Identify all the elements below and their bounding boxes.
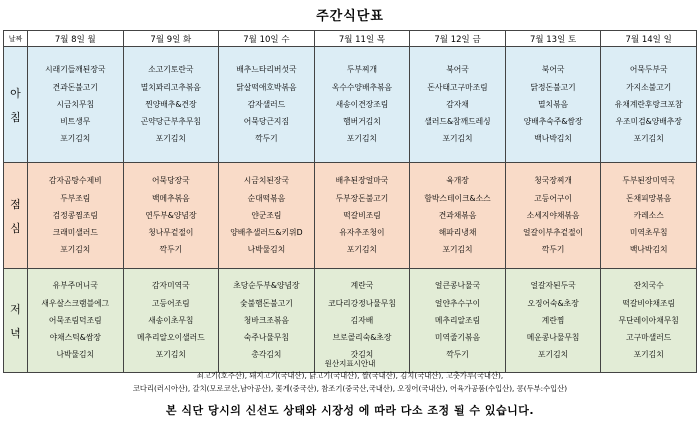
menu-item: 깍두기 (255, 134, 278, 144)
meal-label-char: 녁 (10, 326, 21, 340)
menu-item: 어묵당근지짐 (243, 117, 289, 127)
menu-item: 나박물김치 (247, 245, 286, 255)
menu-item: 곤약당근부추무침 (140, 117, 201, 127)
menu-item: 오징어숙&초장 (527, 298, 579, 308)
menu-item: 얼얀추수구이 (434, 298, 481, 308)
meal-label-char: 아 (10, 86, 21, 100)
menu-cell (410, 47, 506, 163)
menu-cell (123, 47, 219, 163)
menu-item: 견과채볶음 (438, 210, 477, 220)
meal-label-char: 점 (10, 197, 21, 211)
menu-item: 시래기들깨된장국 (45, 65, 106, 75)
menu-item: 얼큰콩나물국 (434, 281, 481, 291)
menu-item: 미역초무침 (629, 228, 668, 238)
menu-item: 유채계란후랑크포참 (614, 99, 683, 109)
menu-item: 견과돈불고기 (52, 82, 98, 92)
weekly-menu-table (3, 30, 697, 373)
meal-label-char: 심 (10, 221, 21, 235)
meal-label-breakfast (4, 47, 28, 163)
menu-item: 시금치무침 (56, 99, 95, 109)
menu-item: 나박물김치 (56, 350, 95, 360)
day-header: 7월 12일 금 (410, 31, 506, 47)
menu-item: 두부조림 (60, 193, 91, 203)
day-header: 7월 10일 수 (219, 31, 315, 47)
menu-item: 브로콜리숙&초장 (332, 333, 392, 343)
menu-item: 어묵두부국 (629, 65, 668, 75)
menu-item: 청나무겉절이 (148, 228, 194, 238)
menu-item: 포기김치 (346, 245, 378, 255)
menu-item: 떡갈비야채조림 (622, 298, 676, 308)
menu-item: 가지소불고기 (626, 82, 672, 92)
menu-item: 유자추조청이 (339, 228, 385, 238)
menu-item: 어묵당장국 (152, 176, 190, 186)
menu-item: 메추리알조림 (434, 315, 481, 325)
menu-item: 샐러드&참깨드레싱 (424, 117, 491, 127)
menu-item: 깍두기 (159, 245, 183, 255)
menu-item: 닭정돈불고기 (530, 82, 576, 92)
menu-item: 돈사태고구마조림 (427, 82, 488, 92)
menu-cell (601, 47, 697, 163)
menu-item: 우조미검&양배추장 (615, 117, 682, 127)
menu-item: 포기김치 (60, 134, 91, 144)
menu-cell (123, 163, 219, 269)
meal-label-lunch (4, 163, 28, 269)
menu-item: 잔치국수 (633, 281, 664, 291)
menu-item: 초당순두부&양념장 (233, 281, 300, 291)
menu-item: 감자미역국 (152, 281, 190, 291)
menu-item: 새송이초무침 (148, 315, 194, 325)
menu-cell (314, 47, 410, 163)
menu-item: 찐양배추&견장 (145, 99, 197, 109)
menu-cell (314, 163, 410, 269)
menu-item: 깍두기 (446, 350, 469, 360)
menu-item: 포기김치 (155, 350, 186, 360)
menu-cell (219, 47, 315, 163)
menu-item: 멸치꽈리고추볶음 (140, 82, 201, 92)
menu-item: 계란국 (350, 281, 374, 291)
menu-item: 새우살스크램블에그 (41, 298, 110, 308)
menu-item: 숙주나물무침 (243, 333, 289, 343)
menu-item: 포기김치 (538, 350, 569, 360)
menu-item: 배추느타리버섯국 (236, 65, 297, 75)
day-header: 7월 9일 화 (123, 31, 219, 47)
meal-label-char: 저 (10, 302, 21, 316)
menu-item: 야채스틱&쌈장 (49, 333, 101, 343)
menu-cell (505, 47, 601, 163)
menu-item: 얀군조림 (251, 210, 282, 220)
menu-item: 감자곰탕수제비 (48, 176, 102, 186)
menu-item: 소고기토란국 (148, 65, 194, 75)
menu-item: 김자배 (350, 315, 374, 325)
menu-item: 청바크조볶음 (243, 315, 289, 325)
menu-item: 새송이견장조림 (335, 99, 389, 109)
day-header: 7월 8일 월 (28, 31, 124, 47)
menu-item: 백메추볶음 (152, 193, 190, 203)
menu-item: 연두부&양념장 (145, 210, 197, 220)
menu-item: 포기김치 (633, 350, 664, 360)
menu-item: 떡갈비조림 (343, 210, 381, 220)
menu-item: 갓김치 (350, 350, 374, 360)
menu-item: 검정콩찜조림 (52, 210, 98, 220)
menu-item: 포기김치 (60, 245, 91, 255)
menu-item: 미역줄기볶음 (434, 333, 481, 343)
menu-item: 북어국 (446, 65, 469, 75)
menu-item: 해파리냉채 (438, 228, 477, 238)
menu-item: 숯불햄돈불고기 (240, 298, 293, 308)
menu-item: 고구마샐러드 (626, 333, 672, 343)
adjustment-notice: 본 식단 당시의 신선도 상태와 시장성 에 따라 다소 조정 될 수 있습니다. (165, 404, 535, 417)
menu-item: 유부주머니국 (52, 281, 98, 291)
menu-item: 포기김치 (442, 134, 473, 144)
menu-item: 함박스테이크&소스 (424, 193, 491, 203)
menu-item: 포기김치 (442, 245, 473, 255)
menu-item: 얼갈자된두국 (530, 281, 576, 291)
menu-item: 감자채 (446, 99, 469, 109)
menu-item: 메추리알오이샐러드 (136, 333, 205, 343)
menu-item: 포기김치 (633, 134, 664, 144)
menu-item: 순대떡볶음 (247, 193, 286, 203)
meal-label-char: 침 (10, 110, 21, 124)
day-header: 7월 13일 토 (505, 31, 601, 47)
menu-item: 무단레이아채무침 (618, 315, 679, 325)
menu-item: 옥수수양배추볶음 (331, 82, 393, 92)
menu-item: 메운콩나물무침 (526, 333, 580, 343)
menu-item: 돈채피망볶음 (626, 193, 672, 203)
menu-item: 두부찌개 (346, 65, 378, 75)
menu-item: 크래미샐러드 (52, 228, 98, 238)
menu-item: 포기김치 (346, 134, 378, 144)
menu-item: 육개장 (446, 176, 469, 186)
menu-cell (601, 163, 697, 269)
menu-item: 계란찜 (541, 315, 565, 325)
menu-item: 멸치볶음 (538, 99, 569, 109)
menu-item: 닭살떡애호박볶음 (236, 82, 297, 92)
menu-item: 북어국 (541, 65, 565, 75)
menu-item: 백나박김치 (629, 245, 668, 255)
menu-cell (28, 163, 124, 269)
day-header: 7월 11일 목 (314, 31, 410, 47)
corner-label: 날짜 (4, 31, 28, 47)
menu-item: 백나박김치 (534, 134, 572, 144)
menu-item: 총각김치 (251, 350, 282, 360)
day-header: 7월 14일 일 (601, 31, 697, 47)
lunch-row (4, 163, 697, 269)
menu-item: 시금치된장국 (243, 176, 289, 186)
menu-cell (410, 163, 506, 269)
menu-item: 고등어구이 (534, 193, 572, 203)
menu-item: 감자샐러드 (247, 99, 286, 109)
menu-cell (505, 163, 601, 269)
menu-item: 소세지야채볶음 (526, 210, 580, 220)
menu-item: 코다리강정나물무침 (328, 298, 396, 308)
menu-item: 배추된장얼마국 (335, 176, 389, 186)
origin-title: 원산지표시안내 (324, 359, 376, 368)
menu-item: 포기김치 (155, 134, 186, 144)
menu-item: 어묵조림덕조림 (48, 315, 102, 325)
menu-item: 얼갈이부추겉절이 (522, 228, 584, 238)
menu-item: 깍두기 (541, 245, 565, 255)
origin-line: 코다리(러시아산), 갈치(모로코산,남아공산), 꽃게(중국산), 참조기(중국산,국내산), 오징어(국내산), 어육가공품(수입산), 콩(두부:수입산) (132, 383, 568, 393)
origin-line: 쇠고기(호주산), 돼지고기(국내산), 닭고기(국내산), 쌀(국내산), 김치(국내산), 고춧가루(국내산), (196, 371, 504, 380)
menu-item: 비트생무 (60, 117, 91, 127)
menu-item: 두부장돈불고기 (335, 193, 389, 203)
date-header-row (4, 31, 697, 47)
menu-item: 청국장찌개 (534, 176, 572, 186)
page-title: 주간식단표 (316, 9, 384, 24)
menu-cell (219, 163, 315, 269)
menu-cell (28, 47, 124, 163)
origin-notice (0, 357, 700, 395)
menu-item: 양배추샐러드&키위D (230, 228, 303, 238)
menu-item: 고등어조림 (152, 298, 190, 308)
menu-item: 두부된장미역국 (622, 176, 676, 186)
menu-item: 카레소스 (633, 210, 664, 220)
menu-item: 양배추숙주&쌈장 (523, 117, 583, 127)
breakfast-row (4, 47, 697, 163)
menu-item: 햄버거김치 (343, 117, 381, 127)
